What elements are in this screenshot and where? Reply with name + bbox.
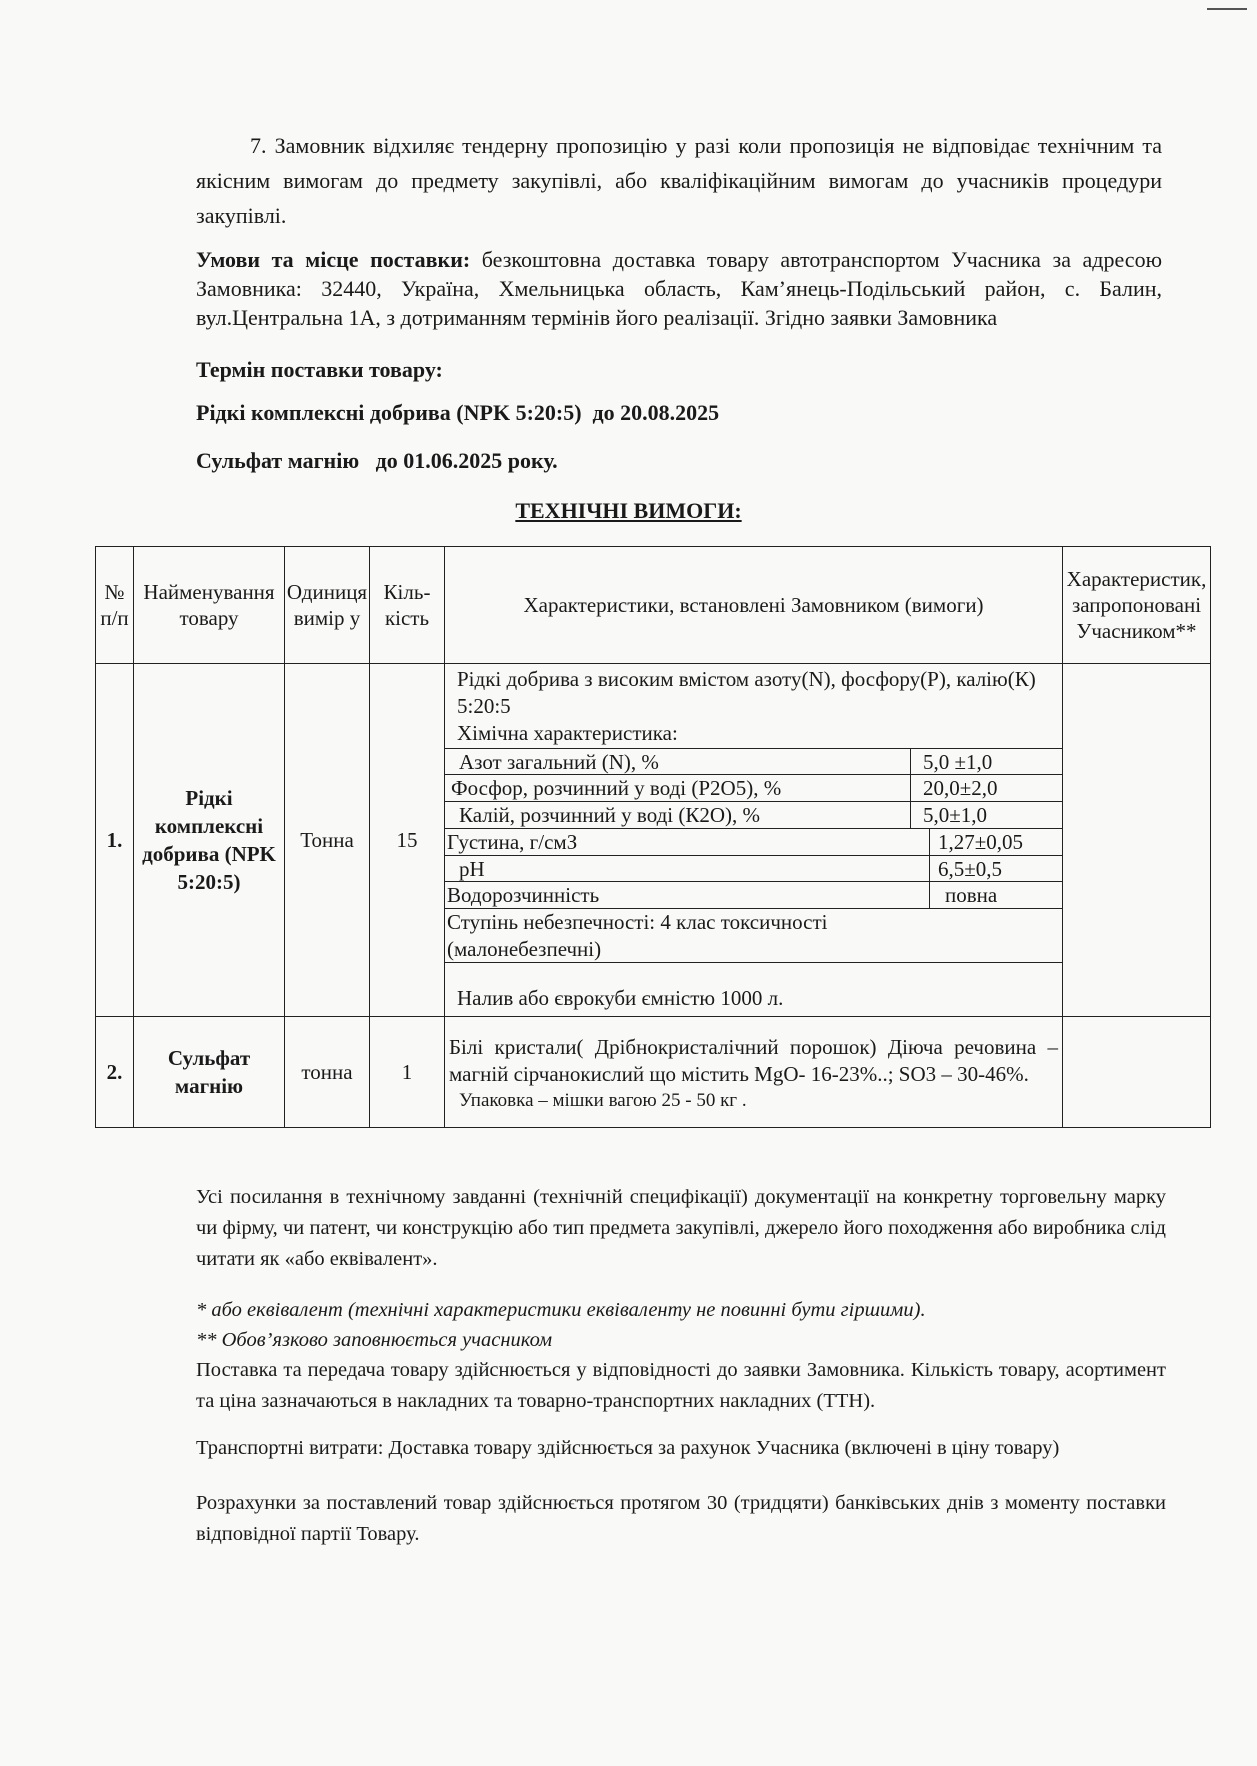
row2-description: Білі кристали( Дрібнокристалічний порошок) Діюча речовина – магній сірчанокислий що містить MgO- 16-23%..; SO3 – 30-46%.: [449, 1035, 1058, 1086]
delivery-term-line-1: Рідкі комплексні добрива (NPK 5:20:5) до 20.08.2025: [196, 400, 720, 425]
supply-paragraph: Поставка та передача товару здійснюється у відповідності до заявки Замовника. Кількість товару, асортимент та ціна зазначаються в накладних та товарно-транспортних накладних (ТТН).: [196, 1359, 1166, 1412]
delivery-term-line-2: Сульфат магнію до 01.06.2025 року.: [196, 448, 558, 473]
row2-requirements: [445, 1017, 1063, 1128]
row1-hazard: Ступінь небезпечності: 4 клас токсичності (малонебезпечні): [447, 910, 828, 961]
row2-packaging: Упаковка – мішки вагою 25 - 50 кг .: [459, 1090, 747, 1111]
row1-requirements: [445, 664, 1063, 1017]
footnote-equivalent: * або еквівалент (технічні характеристики еквіваленту не повинні бути гіршими).: [196, 1299, 926, 1321]
header-qty: Кіль-кість: [370, 547, 445, 664]
row2-unit: тонна: [285, 1017, 370, 1128]
delivery-term-heading: Термін поставки товару:: [196, 357, 443, 382]
header-name: Найменування товару: [134, 547, 285, 664]
row2-qty: 1: [370, 1017, 445, 1128]
divider: [929, 828, 930, 908]
param-value: 1,27±0,05: [938, 830, 1024, 854]
param-value: 5,0±1,0: [923, 803, 988, 827]
param-value: 5,0 ±1,0: [923, 750, 993, 774]
row2-name: Сульфат магнію: [134, 1017, 285, 1128]
row1-name: Рідкі комплексні добрива (NPK 5:20:5): [134, 664, 285, 1017]
param-value: 20,0±2,0: [923, 776, 998, 800]
param-name: Азот загальний (N), %: [459, 750, 659, 774]
param-value: повна: [945, 883, 998, 907]
row1-intro: Рідкі добрива з високим вмістом азоту(N), фосфору(P), калію(К) 5:20:5: [457, 667, 1036, 718]
paragraph-7: 7. Замовник відхиляє тендерну пропозицію у разі коли пропозиція не відповідає технічним та якісним вимогам до предмету закупівлі, або кваліфікаційним вимогам до учасників процедури закупівлі.: [196, 133, 1162, 228]
references-paragraph: Усі посилання в технічному завданні (технічній специфікації) документації на конкретну торговельну марку чи фірму, чи патент, чи конструкцію або тип предмета закупівлі, джерело його походження або виробника слід читати як «або еквівалент».: [196, 1186, 1166, 1270]
row1-participant: [1063, 664, 1211, 1017]
transport-paragraph: Транспортні витрати: Доставка товару здійснюється за рахунок Учасника (включені в ціну товару): [196, 1437, 1060, 1459]
row2-no: 2.: [96, 1017, 134, 1128]
header-requirements: Характеристики, встановлені Замовником (вимоги): [445, 547, 1063, 664]
footnote-participant: ** Обов’язково заповнюється учасником: [196, 1329, 553, 1351]
param-value: 6,5±0,5: [938, 857, 1003, 881]
table-row: [96, 1017, 1211, 1128]
row1-filling: Налив або єврокуби ємністю 1000 л.: [457, 986, 784, 1010]
param-name: Калій, розчинний у воді (К2О), %: [459, 803, 761, 827]
row1-qty: 15: [370, 664, 445, 1017]
delivery-conditions: [196, 245, 1162, 332]
header-no: № п/п: [96, 547, 134, 664]
row1-chem-heading: Хімічна характеристика:: [457, 721, 678, 745]
row1-unit: Тонна: [285, 664, 370, 1017]
header-participant: Характеристик, запропоновані Учасником**: [1063, 547, 1211, 664]
table-header-row: [96, 547, 1211, 664]
row2-participant: [1063, 1017, 1211, 1128]
row1-no: 1.: [96, 664, 134, 1017]
technical-requirements-title: ТЕХНІЧНІ ВИМОГИ:: [515, 498, 742, 523]
technical-requirements-table: [95, 546, 1211, 1128]
param-name: рН: [459, 857, 485, 881]
divider: [910, 748, 911, 828]
page-mark: [1207, 8, 1247, 10]
payment-paragraph: Розрахунки за поставлений товар здійснюється протягом 30 (тридцяти) банківських днів з моменту поставки відповідної партії Товару.: [196, 1492, 1166, 1545]
table-row: [96, 664, 1211, 1017]
conditions-label: Умови та місце поставки:: [196, 247, 471, 272]
conditions-text: безкоштовна доставка товару автотранспортом Учасника за адресою Замовника: 32440, Україна, Хмельницька область, Кам’янець-Подільський район, с. Балин, вул.Центральна 1А, з дотриманням термінів його реалізації. Згідно заявки Замовника: [196, 247, 1163, 330]
header-unit: Одиниця вимір у: [285, 547, 370, 664]
param-name: Густина, г/смЗ: [447, 830, 578, 854]
param-name: Водорозчинність: [447, 883, 600, 907]
param-name: Фосфор, розчинний у воді (Р2О5), %: [451, 776, 782, 800]
